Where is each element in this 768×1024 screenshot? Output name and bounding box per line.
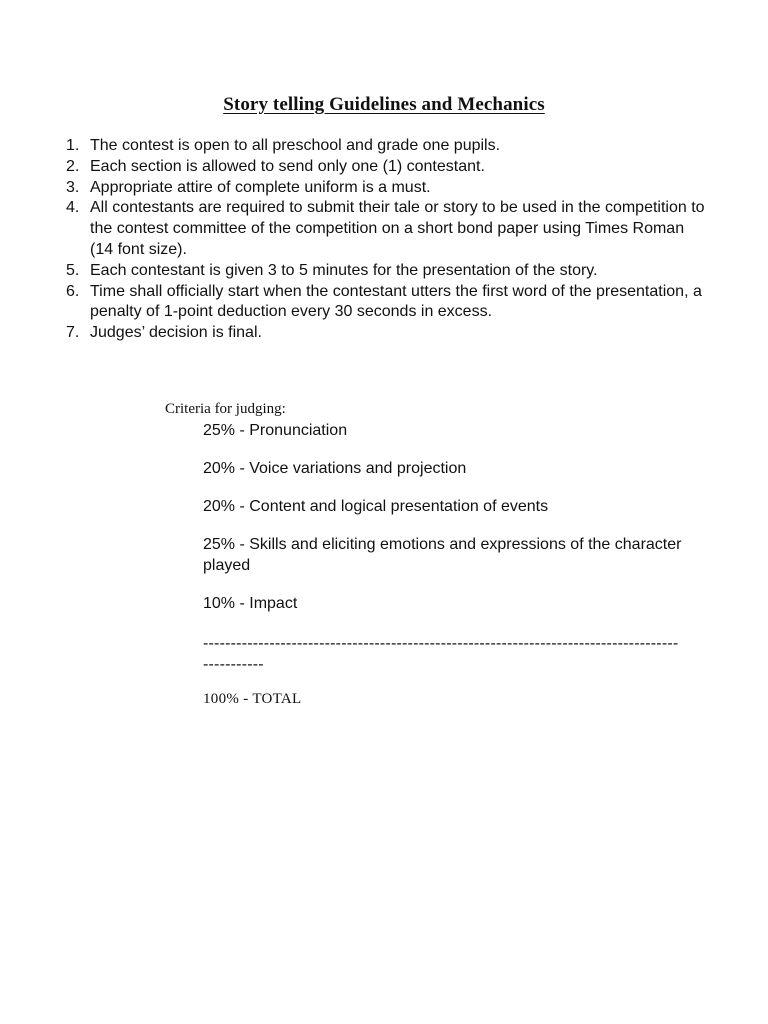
total-line: 100% - TOTAL xyxy=(203,691,302,707)
separator-line: ------------------------------------------------------------------------------------------------- xyxy=(203,635,679,673)
list-text: All contestants are required to submit their tale or story to be used in the competition to the contest committee of the competition on a short bond paper using Times Roman (14 font size). xyxy=(90,199,705,258)
list-text: Each section is allowed to send only one (1) contestant. xyxy=(90,157,485,175)
list-item xyxy=(66,136,706,157)
list-number: 7. xyxy=(66,324,80,342)
list-text: Judges’ decision is final. xyxy=(90,324,262,342)
criteria-heading: Criteria for judging: xyxy=(165,401,286,417)
list-text: Appropriate attire of complete uniform is a must. xyxy=(90,178,431,196)
list-number: 3. xyxy=(66,178,80,196)
list-number: 5. xyxy=(66,261,80,279)
criteria-item: 20% - Content and logical presentation of events xyxy=(203,498,549,515)
list-item xyxy=(66,157,706,178)
document-title: Story telling Guidelines and Mechanics xyxy=(223,94,545,115)
list-item xyxy=(66,198,706,260)
list-item xyxy=(66,282,706,324)
criteria-item: 20% - Voice variations and projection xyxy=(203,460,467,477)
criteria-list xyxy=(203,421,683,632)
list-item xyxy=(66,323,706,344)
list-item xyxy=(66,178,706,199)
criteria-item: 25% - Pronunciation xyxy=(203,422,348,439)
list-text: Time shall officially start when the contestant utters the first word of the presentation, a penalty of 1-point deduction every 30 seconds in excess. xyxy=(90,282,702,321)
list-number: 4. xyxy=(66,199,80,217)
list-text: The contest is open to all preschool and grade one pupils. xyxy=(90,137,501,154)
guidelines-list xyxy=(66,136,706,344)
criteria-item: 25% - Skills and eliciting emotions and expressions of the character played xyxy=(203,536,682,574)
list-number: 6. xyxy=(66,282,80,300)
list-number: 1. xyxy=(66,137,80,154)
criteria-item: 10% - Impact xyxy=(203,594,298,612)
list-item xyxy=(66,261,706,282)
list-number: 2. xyxy=(66,157,80,175)
list-text: Each contestant is given 3 to 5 minutes for the presentation of the story. xyxy=(90,261,598,279)
